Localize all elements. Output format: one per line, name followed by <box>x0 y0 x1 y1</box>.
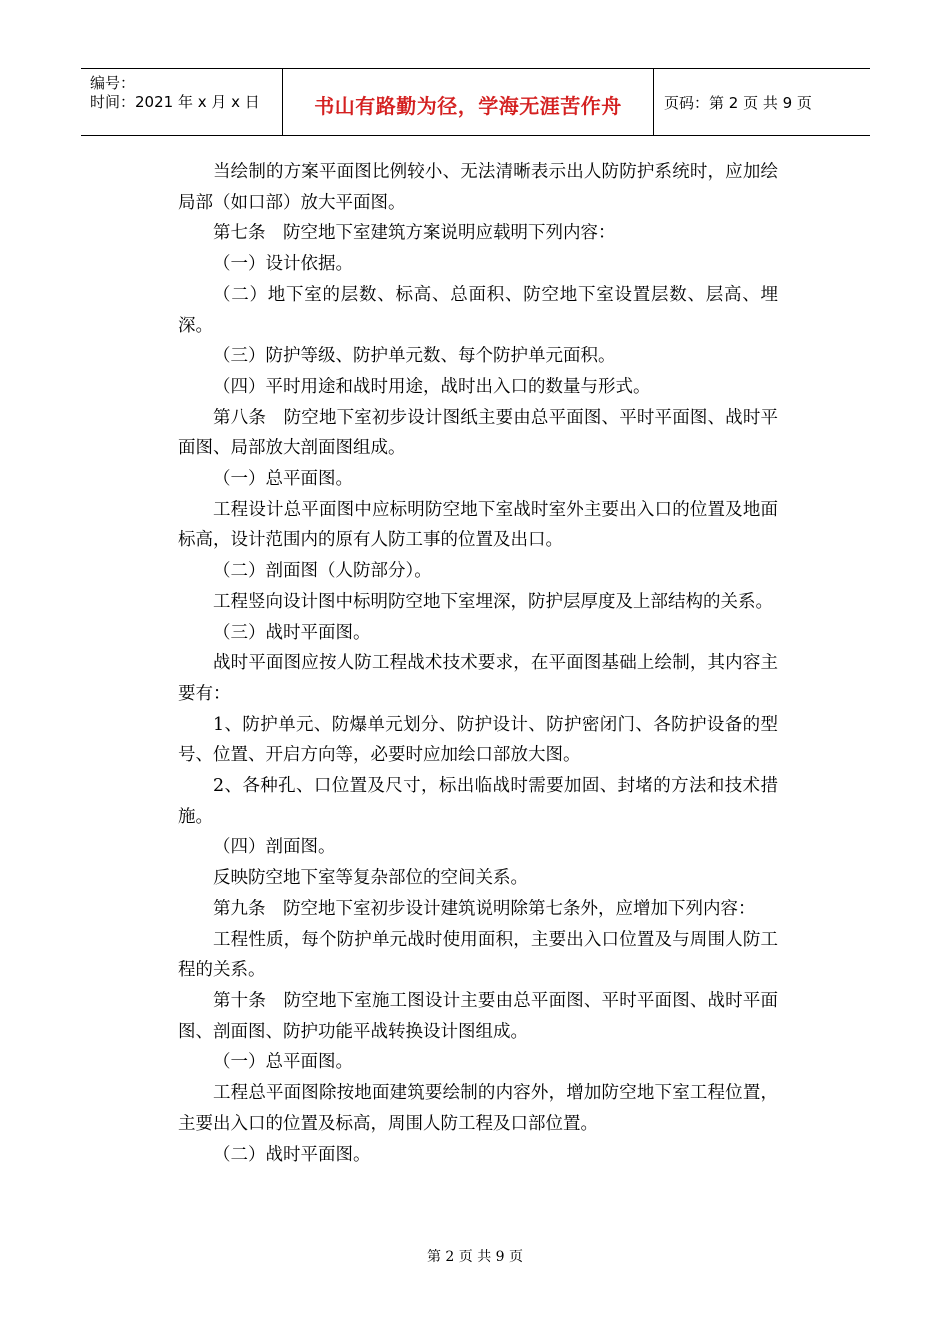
body-paragraph: （四）剖面图。 <box>213 837 336 858</box>
article-heading: 第十条 防空地下室施工图设计主要由总平面图、平时平面图、战时平面图、剖面图、防护功能平战转换设计图组成。 <box>178 990 778 1042</box>
body-paragraph: （一）总平面图。 <box>213 1052 353 1073</box>
article-heading: 第七条 防空地下室建筑方案说明应载明下列内容： <box>213 223 616 244</box>
body-paragraph: （一）总平面图。 <box>213 469 353 490</box>
body-paragraph: （二）剖面图（人防部分）。 <box>213 561 432 582</box>
header-motto: 书山有路勤为径，学海无涯苦作舟 <box>314 93 622 118</box>
body-paragraph: 工程总平面图除按地面建筑要绘制的内容外，增加防空地下室工程位置，主要出入口的位置及标高，周围人防工程及口部位置。 <box>178 1083 778 1134</box>
header-page-label: 页码：第 2 页 共 9 页 <box>664 93 812 112</box>
body-paragraph: （一）设计依据。 <box>213 254 353 275</box>
body-paragraph: （三）战时平面图。 <box>213 622 371 643</box>
body-paragraph: （二）地下室的层数、标高、总面积、防空地下室设置层数、层高、埋深。 <box>178 284 778 336</box>
body-paragraph: （四）平时用途和战时用途，战时出入口的数量与形式。 <box>213 376 651 397</box>
article-heading: 第八条 防空地下室初步设计图纸主要由总平面图、平时平面图、战时平面图、局部放大剖面图组成。 <box>178 407 778 459</box>
document-date-label: 时间：2021 年 x 月 x 日 <box>90 93 260 111</box>
body-paragraph: 工程性质，每个防护单元战时使用面积，主要出入口位置及与周围人防工程的关系。 <box>178 929 778 981</box>
body-paragraph: 战时平面图应按人防工程战术技术要求，在平面图基础上绘制，其内容主要有： <box>178 653 778 704</box>
body-paragraph: 2、各种孔、口位置及尺寸，标出临战时需要加固、封堵的方法和技术措施。 <box>178 776 778 827</box>
document-body <box>178 157 778 1170</box>
document-header <box>81 68 870 136</box>
body-paragraph: 反映防空地下室等复杂部位的空间关系。 <box>213 868 528 889</box>
page-footer: 第 2 页 共 9 页 <box>426 1249 524 1265</box>
header-motto-cell <box>283 69 654 135</box>
body-paragraph: 工程设计总平面图中应标明防空地下室战时室外主要出入口的位置及地面标高，设计范围内的原有人防工事的位置及出口。 <box>178 499 778 551</box>
header-page-cell <box>654 69 870 135</box>
body-paragraph: （二）战时平面图。 <box>213 1144 371 1165</box>
body-paragraph: 工程竖向设计图中标明防空地下室埋深，防护层厚度及上部结构的关系。 <box>213 591 773 612</box>
body-paragraph: （三）防护等级、防护单元数、每个防护单元面积。 <box>213 346 616 367</box>
body-paragraph: 当绘制的方案平面图比例较小、无法清晰表示出人防防护系统时，应加绘局部（如口部）放大平面图。 <box>178 162 778 213</box>
article-heading: 第九条 防空地下室初步设计建筑说明除第七条外，应增加下列内容： <box>213 898 756 919</box>
body-paragraph: 1、防护单元、防爆单元划分、防护设计、防护密闭门、各防护设备的型号、位置、开启方向等，必要时应加绘口部放大图。 <box>178 714 778 766</box>
document-number-label: 编号： <box>90 74 136 92</box>
header-meta-cell <box>81 69 283 135</box>
